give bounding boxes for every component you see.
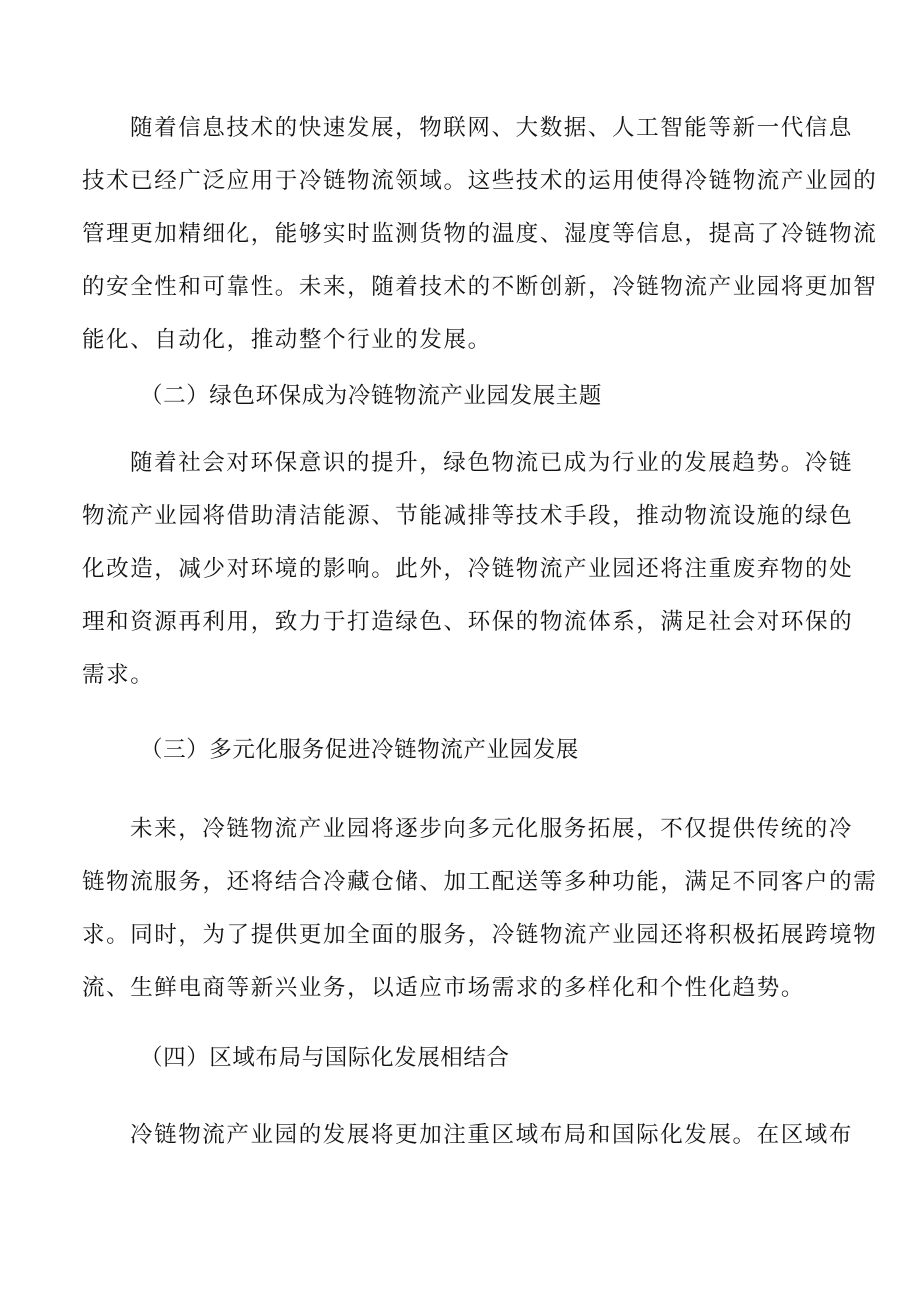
paragraph-3-line-1: 未来，冷链物流产业园将逐步向多元化服务拓展，不仅提供传统的冷 [130,816,854,842]
paragraph-4-line-1: 冷链物流产业园的发展将更加注重区域布局和国际化发展。在区域布 [130,1122,854,1148]
paragraph-1-line-3: 管理更加精细化，能够实时监测货物的温度、湿度等信息，提高了冷链物流 [82,221,878,247]
paragraph-2-line-2: 物流产业园将借助清洁能源、节能减排等技术手段，推动物流设施的绿色 [82,503,854,529]
paragraph-3-line-2: 链物流服务，还将结合冷藏仓储、加工配送等多种功能，满足不同客户的需 [82,869,878,895]
paragraph-3-line-3: 求。同时，为了提供更加全面的服务，冷链物流产业园还将积极拓展跨境物 [82,922,878,948]
section-heading-3: （三）多元化服务促进冷链物流产业园发展 [140,737,579,763]
paragraph-2-line-1: 随着社会对环保意识的提升，绿色物流已成为行业的发展趋势。冷链 [130,450,854,476]
paragraph-2-line-5: 需求。 [82,662,155,688]
section-heading-2: （二）绿色环保成为冷链物流产业园发展主题 [140,383,603,409]
paragraph-1-line-2: 技术已经广泛应用于冷链物流领域。这些技术的运用使得冷链物流产业园的 [82,168,878,194]
paragraph-1-line-4: 的安全性和可靠性。未来，随着技术的不断创新，冷链物流产业园将更加智 [82,274,878,300]
section-heading-4: （四）区域布局与国际化发展相结合 [140,1045,510,1071]
paragraph-2-line-3: 化改造，减少对环境的影响。此外，冷链物流产业园还将注重废弃物的处 [82,556,854,582]
paragraph-1-line-1: 随着信息技术的快速发展，物联网、大数据、人工智能等新一代信息 [130,115,854,141]
paragraph-1-line-5: 能化、自动化，推动整个行业的发展。 [82,327,492,353]
paragraph-2-line-4: 理和资源再利用，致力于打造绿色、环保的物流体系，满足社会对环保的 [82,609,854,635]
paragraph-3-line-4: 流、生鲜电商等新兴业务，以适应市场需求的多样化和个性化趋势。 [82,975,806,1001]
